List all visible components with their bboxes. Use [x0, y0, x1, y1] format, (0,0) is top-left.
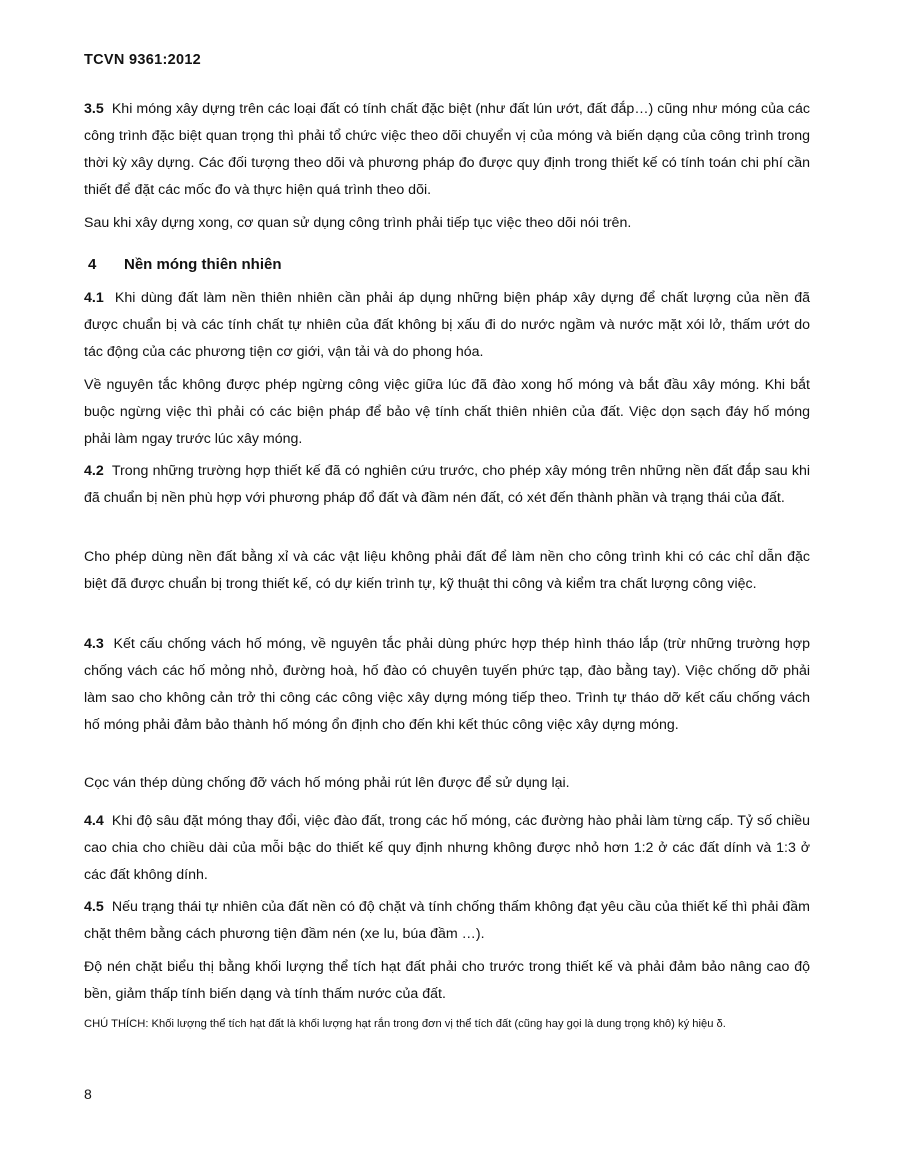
clause-number: 3.5 — [84, 101, 104, 117]
note: CHÚ THÍCH: Khối lượng thể tích hạt đất là khối lượng hạt rắn trong đơn vị thể tích đất (cũng hay gọi là dung trọng khô) ký hiệu δ. — [84, 1018, 726, 1030]
paragraph-4-2 — [84, 458, 810, 512]
paragraph-4-1-continued — [84, 372, 810, 453]
paragraph-3-5 — [84, 96, 810, 204]
paragraph-4-1 — [84, 285, 810, 366]
paragraph-4-4 — [84, 808, 810, 889]
clause-number: 4.3 — [84, 636, 104, 652]
section-heading-4 — [88, 256, 282, 273]
paragraph-4-5 — [84, 894, 810, 948]
paragraph-text: Cho phép dùng nền đất bằng xỉ và các vật liệu không phải đất để làm nền cho công trình khi có các chỉ dẫn đặc biệt đã được chuẩn bị trong thiết kế, có dự kiến trình tự, kỹ thuật thi công và kiểm tra chất lượng công việc. — [84, 549, 810, 592]
clause-number: 4.1 — [84, 290, 104, 306]
paragraph-text: Khi dùng đất làm nền thiên nhiên cần phải áp dụng những biện pháp xây dựng để chất lượng của nền đã được chuẩn bị và các tính chất tự nhiên của đất không bị xấu đi do nước ngầm và nước mặt xói lở, thấm ướt do tác động của các phương tiện cơ giới, vận tải và do phong hóa. — [84, 290, 810, 360]
section-title: Nền móng thiên nhiên — [124, 256, 282, 273]
paragraph-4-3 — [84, 631, 810, 739]
paragraph-3-5-continued — [84, 210, 810, 237]
paragraph-text: Về nguyên tắc không được phép ngừng công việc giữa lúc đã đào xong hố móng và bắt đầu xây móng. Khi bắt buộc ngừng việc thì phải có các biện pháp để bảo vệ tính chất thiên nhiên của đất. Việc dọn sạch đáy hố móng phải làm ngay trước lúc xây móng. — [84, 377, 810, 447]
paragraph-4-5-continued — [84, 954, 810, 1008]
clause-number: 4.4 — [84, 813, 104, 829]
clause-number: 4.5 — [84, 899, 104, 915]
clause-number: 4.2 — [84, 463, 104, 479]
document-header: TCVN 9361:2012 — [84, 52, 202, 68]
section-number: 4 — [88, 256, 97, 273]
paragraph-text: Khi độ sâu đặt móng thay đổi, việc đào đất, trong các hố móng, các đường hào phải làm từng cấp. Tỷ số chiều cao chia cho chiều dài của mỗi bậc do thiết kế quy định nhưng không được nhỏ hơn 1:2 ở các đất dính và 1:3 ở các đất không dính. — [84, 813, 810, 883]
paragraph-text: Trong những trường hợp thiết kế đã có nghiên cứu trước, cho phép xây móng trên những nền đất đắp sau khi đã chuẩn bị nền phù hợp với phương pháp đổ đất và đầm nén đất, có xét đến thành phần và trạng thái của đất. — [84, 463, 810, 506]
paragraph-4-3-continued — [84, 770, 810, 797]
page-number: 8 — [84, 1086, 92, 1102]
paragraph-text: Khi móng xây dựng trên các loại đất có tính chất đặc biệt (như đất lún ướt, đất đắp…) cũng như móng của các công trình đặc biệt quan trọng thì phải tổ chức việc theo dõi chuyển vị của móng và biến dạng của công trình trong thời kỳ xây dựng. Các đối tượng theo dõi và phương pháp đo được quy định trong thiết kế có tính toán chi phí cần thiết để đặt các mốc đo và thực hiện quá trình theo dõi. — [84, 101, 810, 198]
paragraph-text: Sau khi xây dựng xong, cơ quan sử dụng công trình phải tiếp tục việc theo dõi nói trên. — [84, 215, 632, 231]
paragraph-4-2-continued — [84, 544, 810, 598]
paragraph-text: Độ nén chặt biểu thị bằng khối lượng thể tích hạt đất phải cho trước trong thiết kế và phải đảm bảo nâng cao độ bền, giảm thấp tính biến dạng và tính thấm nước của đất. — [84, 959, 810, 1002]
paragraph-text: Cọc ván thép dùng chống đỡ vách hố móng phải rút lên được để sử dụng lại. — [84, 775, 570, 791]
paragraph-text: Kết cấu chống vách hố móng, về nguyên tắc phải dùng phức hợp thép hình tháo lắp (trừ những trường hợp chống vách các hố mỏng nhỏ, đường hoà, hố đào có chuyên tuyến phức tạp, đào bằng tay). Việc chống dỡ phải làm sao cho không cản trở thi công các công việc xây dựng móng tiếp theo. Trình tự tháo dỡ kết cấu chống vách hố móng phải đảm bảo thành hố móng ổn định cho đến khi kết thúc công việc xây dựng móng. — [84, 636, 810, 733]
paragraph-text: Nếu trạng thái tự nhiên của đất nền có độ chặt và tính chống thấm không đạt yêu cầu của thiết kế thì phải đầm chặt thêm bằng cách phương tiện đầm nén (xe lu, búa đầm …). — [84, 899, 810, 942]
